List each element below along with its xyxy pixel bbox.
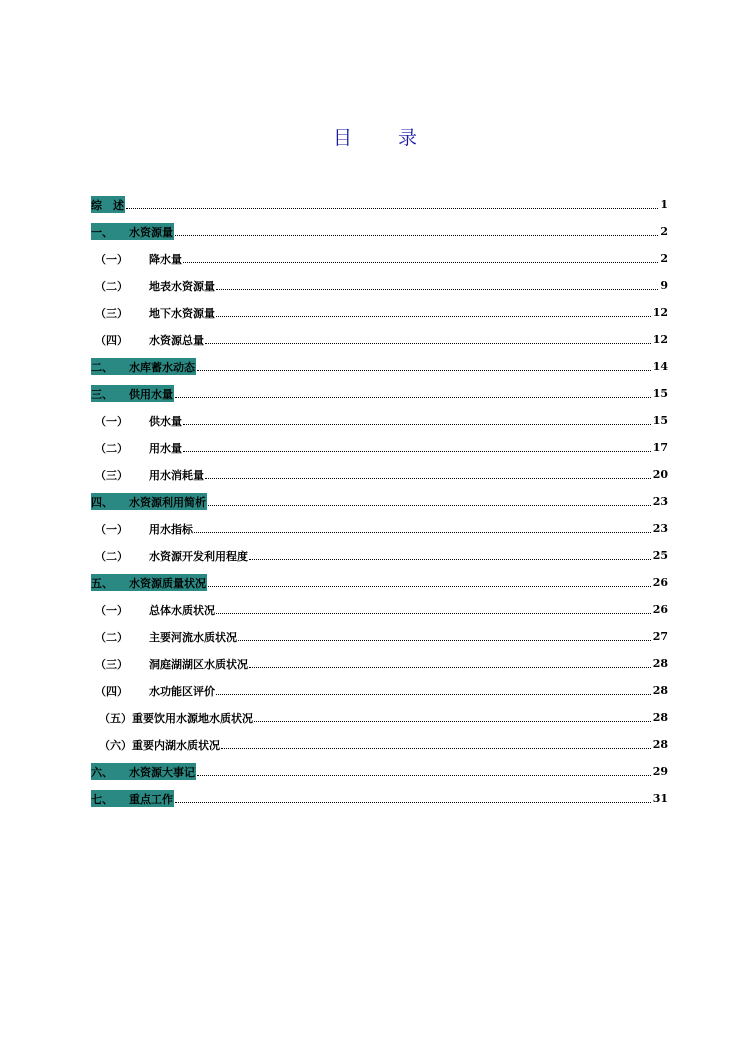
toc-entry-number: 七、 — [91, 792, 113, 806]
toc-entry-label: 用水指标 — [149, 522, 193, 536]
toc-entry[interactable] — [91, 272, 668, 299]
toc-page-number: 27 — [652, 630, 668, 643]
toc-dot-leader — [216, 306, 651, 320]
toc-entry-text — [91, 467, 204, 483]
toc-entry-label: 重点工作 — [129, 792, 173, 806]
toc-dot-leader — [216, 279, 658, 293]
toc-entry-label: 地表水资源量 — [149, 279, 215, 293]
toc-dot-leader — [249, 549, 651, 563]
toc-entry-number: 综 述 — [91, 198, 124, 212]
toc-dot-leader — [175, 792, 651, 806]
toc-heading-highlight — [91, 574, 207, 591]
toc-entry[interactable] — [91, 353, 668, 380]
toc-entry[interactable] — [91, 488, 668, 515]
toc-page-number: 29 — [652, 765, 668, 778]
toc-entry-number: （四） — [95, 333, 128, 347]
toc-heading-highlight — [91, 196, 125, 213]
toc-entry-number: 三、 — [91, 387, 113, 401]
toc-entry-text — [91, 710, 253, 726]
toc-entry-number: 二、 — [91, 360, 113, 374]
toc-dot-leader — [216, 684, 651, 698]
toc-entry[interactable] — [91, 650, 668, 677]
toc-entry[interactable] — [91, 731, 668, 758]
toc-entry[interactable] — [91, 569, 668, 596]
toc-dot-leader — [208, 495, 651, 509]
toc-entry-text — [91, 278, 215, 294]
toc-dot-leader — [175, 387, 651, 401]
toc-entry-label: 重要内湖水质状况 — [132, 738, 220, 752]
toc-entry-number: （一） — [95, 522, 128, 536]
toc-entry-number: 一、 — [91, 225, 113, 239]
toc-entry[interactable] — [91, 785, 668, 812]
toc-entry[interactable] — [91, 245, 668, 272]
toc-entry[interactable] — [91, 515, 668, 542]
toc-entry-label: 水功能区评价 — [149, 684, 215, 698]
toc-page-number: 26 — [652, 603, 668, 616]
page-title — [0, 123, 750, 150]
toc-dot-leader — [221, 738, 651, 752]
toc-dot-leader — [183, 441, 651, 455]
toc-dot-leader — [197, 360, 651, 374]
toc-page-number: 12 — [652, 306, 668, 319]
toc-dot-leader — [208, 576, 651, 590]
toc-entry[interactable] — [91, 596, 668, 623]
toc-entry-number: （一） — [95, 252, 128, 266]
toc-entry-number: （二） — [95, 441, 128, 455]
toc-entry-number: 五、 — [91, 576, 113, 590]
toc-entry[interactable] — [91, 191, 668, 218]
toc-dot-leader — [249, 657, 651, 671]
toc-entry-number: （三） — [95, 306, 128, 320]
toc-entry[interactable] — [91, 542, 668, 569]
toc-entry-label: 用水消耗量 — [149, 468, 204, 482]
toc-entry-number: （四） — [95, 684, 128, 698]
table-of-contents — [91, 191, 668, 812]
toc-entry[interactable] — [91, 623, 668, 650]
toc-heading-highlight — [91, 385, 174, 402]
toc-entry[interactable] — [91, 758, 668, 785]
toc-entry-label: 供用水量 — [129, 387, 173, 401]
toc-page-number: 31 — [652, 792, 668, 805]
toc-entry-text — [91, 251, 182, 267]
toc-page-number: 25 — [652, 549, 668, 562]
toc-entry-text — [91, 332, 204, 348]
toc-heading-highlight — [91, 763, 196, 780]
toc-entry[interactable] — [91, 704, 668, 731]
toc-dot-leader — [126, 198, 658, 212]
toc-entry-number: （一） — [95, 603, 128, 617]
toc-entry-text — [91, 548, 248, 564]
toc-entry-label: 用水量 — [149, 441, 182, 455]
toc-entry-label: 供水量 — [149, 414, 182, 428]
toc-entry-text — [91, 305, 215, 321]
toc-entry-number: （二） — [95, 630, 128, 644]
toc-page-number: 23 — [652, 522, 668, 535]
toc-page-number: 1 — [660, 198, 668, 211]
toc-entry-label: 重要饮用水源地水质状况 — [132, 711, 253, 725]
toc-entry[interactable] — [91, 461, 668, 488]
toc-entry-number: （一） — [95, 414, 128, 428]
toc-entry[interactable] — [91, 407, 668, 434]
toc-page-number: 23 — [652, 495, 668, 508]
toc-dot-leader — [175, 225, 658, 239]
toc-entry-text — [91, 629, 237, 645]
toc-page-number: 2 — [660, 225, 668, 238]
toc-entry-label: 降水量 — [149, 252, 182, 266]
toc-entry-label: 水资源总量 — [149, 333, 204, 347]
toc-heading-highlight — [91, 223, 174, 240]
toc-entry[interactable] — [91, 218, 668, 245]
toc-entry-number: （二） — [95, 279, 128, 293]
toc-entry-text — [91, 656, 248, 672]
toc-heading-highlight — [91, 358, 196, 375]
toc-page-number: 28 — [652, 738, 668, 751]
toc-page-number: 14 — [652, 360, 668, 373]
toc-page-number: 17 — [652, 441, 668, 454]
toc-entry-number: 六、 — [91, 765, 113, 779]
toc-dot-leader — [205, 468, 651, 482]
toc-dot-leader — [216, 603, 651, 617]
toc-entry-label: 地下水资源量 — [149, 306, 215, 320]
toc-entry[interactable] — [91, 299, 668, 326]
toc-entry[interactable] — [91, 677, 668, 704]
toc-heading-highlight — [91, 790, 174, 807]
toc-page-number: 15 — [652, 387, 668, 400]
toc-entry-text — [91, 413, 182, 429]
toc-entry-number: （五） — [99, 711, 132, 725]
toc-page-number: 15 — [652, 414, 668, 427]
toc-page-number: 2 — [660, 252, 668, 265]
toc-entry-number: （三） — [95, 468, 128, 482]
toc-entry-text — [91, 737, 220, 753]
toc-entry-number: （二） — [95, 549, 128, 563]
toc-entry[interactable] — [91, 434, 668, 461]
toc-entry-label: 水资源质量状况 — [129, 576, 206, 590]
toc-entry-label: 水库蓄水动态 — [129, 360, 195, 374]
toc-entry-text — [91, 521, 193, 537]
toc-entry-text — [91, 602, 215, 618]
toc-dot-leader — [205, 333, 651, 347]
toc-entry-text — [91, 440, 182, 456]
toc-page-number: 28 — [652, 684, 668, 697]
toc-entry-label: 水资源利用简析 — [129, 495, 206, 509]
toc-dot-leader — [238, 630, 651, 644]
toc-page-number: 9 — [660, 279, 668, 292]
toc-entry[interactable] — [91, 326, 668, 353]
toc-page-number: 12 — [652, 333, 668, 346]
toc-page-number: 28 — [652, 657, 668, 670]
toc-entry-label: 总体水质状况 — [149, 603, 215, 617]
toc-entry-label: 水资源量 — [129, 225, 173, 239]
toc-entry-text — [91, 683, 215, 699]
toc-heading-highlight — [91, 493, 207, 510]
title-char-2: 录 — [398, 127, 418, 149]
toc-entry-label: 水资源开发利用程度 — [149, 549, 248, 563]
toc-page-number: 28 — [652, 711, 668, 724]
toc-dot-leader — [183, 414, 651, 428]
title-char-1: 目 — [332, 127, 352, 149]
toc-entry-label: 洞庭湖湖区水质状况 — [149, 657, 248, 671]
toc-page-number: 26 — [652, 576, 668, 589]
toc-entry-number: （三） — [95, 657, 128, 671]
toc-entry-label: 主要河流水质状况 — [149, 630, 237, 644]
toc-entry[interactable] — [91, 380, 668, 407]
toc-entry-label: 水资源大事记 — [129, 765, 195, 779]
toc-dot-leader — [254, 711, 651, 725]
toc-dot-leader — [197, 765, 651, 779]
toc-dot-leader — [194, 522, 651, 536]
toc-entry-number: （六） — [99, 738, 132, 752]
toc-page-number: 20 — [652, 468, 668, 481]
toc-dot-leader — [183, 252, 658, 266]
toc-entry-number: 四、 — [91, 495, 113, 509]
